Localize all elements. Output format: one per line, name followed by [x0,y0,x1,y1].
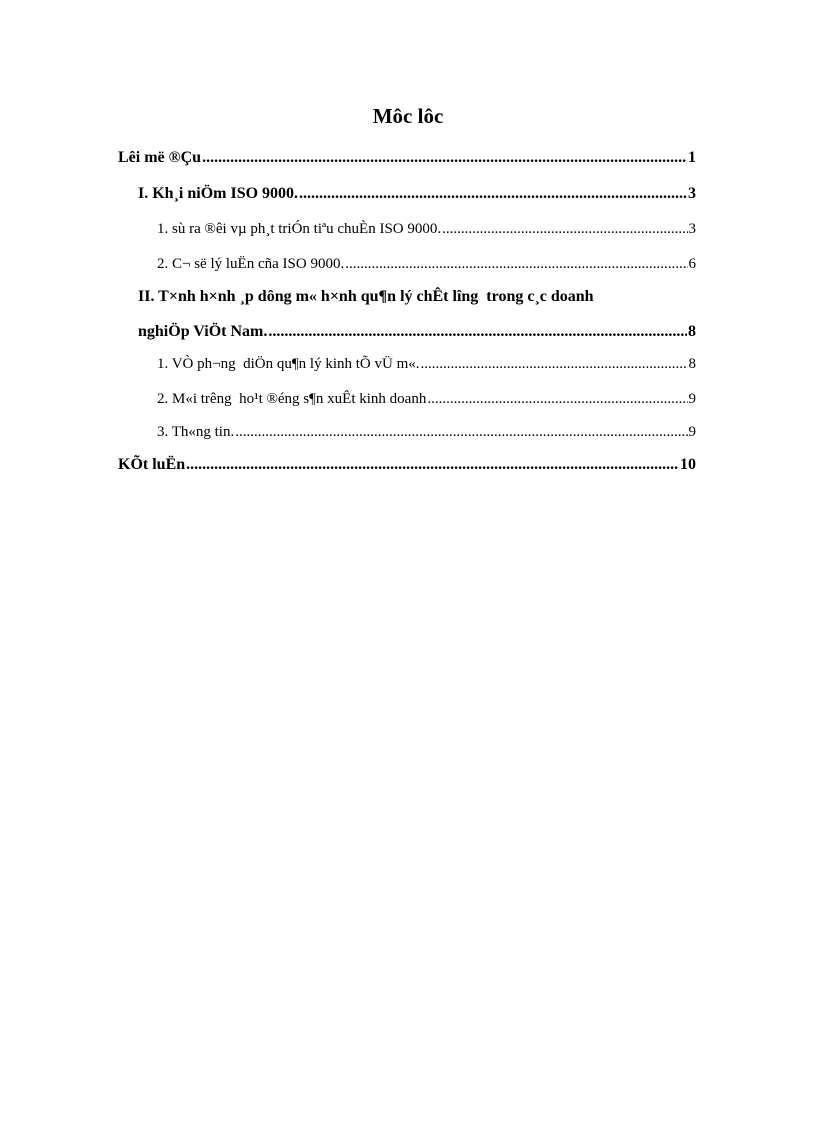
toc-entry-2-3[interactable] [157,421,696,443]
toc-entry-section-2-line-1[interactable]: II. T×nh h×nh ¸p dông m« h×nh qu¶n lý chÊt lîng trong c¸c doanh [138,288,594,305]
toc-entry-1-1[interactable] [157,218,696,240]
toc-entry-section-2[interactable] [138,321,696,343]
toc-page-number: 10 [680,456,696,473]
toc-entry-conclusion[interactable] [118,454,696,476]
toc-page-number: 8 [688,356,696,372]
toc-entry-2-2[interactable] [157,388,696,410]
toc-page-number: 6 [688,256,696,272]
toc-entry-section-1[interactable] [138,183,696,205]
toc-entry-label: nghiÖp ViÖt Nam. [138,323,268,340]
toc-entry-2-1[interactable] [157,353,696,375]
toc-page-number: 9 [688,424,696,440]
toc-entry-label: Lêi më ®Çu [118,149,202,166]
toc-entry-label: 1. VÒ ph¬ng diÖn qu¶n lý kinh tÕ vÜ m«. [157,356,420,372]
toc-dot-leader [268,321,687,343]
toc-page-number: 9 [688,391,696,407]
toc-dot-leader [421,353,688,375]
toc-entry-label: 2. C¬ së lý luËn cña ISO 9000. [157,256,345,272]
toc-dot-leader [299,183,687,205]
toc-page-number: 8 [688,323,696,340]
toc-page-number: 1 [688,149,696,166]
toc-entry-label: 3. Th«ng tin. [157,424,235,440]
toc-dot-leader [427,388,687,410]
toc-page-number: 3 [688,221,696,237]
toc-dot-leader [186,454,679,476]
toc-page-number: 3 [688,185,696,202]
toc-entry-label: I. Kh¸i niÖm ISO 9000. [138,185,299,202]
toc-dot-leader [442,218,687,240]
toc-dot-leader [202,147,687,169]
toc-dot-leader [235,421,687,443]
toc-entry-intro[interactable] [118,147,696,169]
toc-entry-label: KÕt luËn [118,456,186,473]
toc-entry-label: 1. sù ra ®êi vµ ph¸t triÓn tiªu chuÈn ISO 9000. [157,221,442,237]
page-title: Môc lôc [372,104,444,128]
toc-entry-label: 2. M«i trêng ho¹t ®éng s¶n xuÊt kinh doanh [157,391,427,407]
toc-dot-leader [345,253,687,275]
toc-entry-1-2[interactable] [157,253,696,275]
